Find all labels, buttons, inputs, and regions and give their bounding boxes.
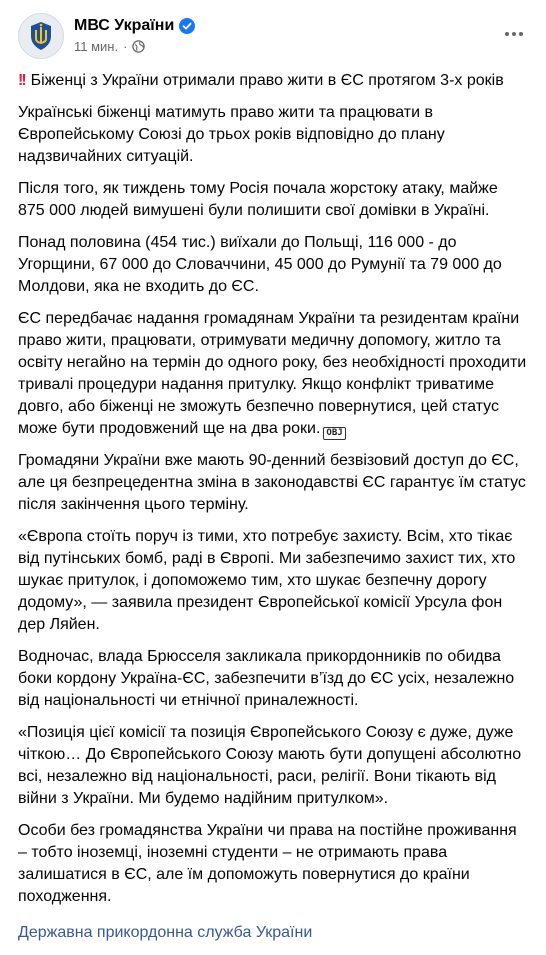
post-paragraph-7: Водночас, влада Брюсселя закликала прикордонників по обидва боки кордону Україна-ЄС, забезпечити в’їзд до ЄС усіх, незалежно від національності чи етнічної приналежності. xyxy=(18,648,515,709)
verified-badge-icon xyxy=(179,18,195,34)
post-meta xyxy=(74,39,195,54)
double-exclamation-icon: !! xyxy=(18,72,25,89)
post-paragraph-4-text: ЄС передбачає надання громадянам України та резидентам країни право жити, працювати, отримувати медичну допомогу, житло та освіту негайно на термін до одного року, без необхідності проходити тривалі процедури надання притулку. Якщо конфлікт триватиме довго, або біженці не зможуть безпечно повернутися, цей статус може бути продовжений ще на два роки. xyxy=(18,310,527,437)
post-paragraph-3: Понад половина (454 тис.) виїхали до Польщі, 116 000 - до Угорщини, 67 000 до Словаччини, 45 000 до Румунії та 79 000 до Молдови, яка не входить до ЄС. xyxy=(18,234,502,295)
post-body xyxy=(18,70,528,944)
obj-badge-icon: OBJ xyxy=(323,427,345,440)
more-options-icon[interactable] xyxy=(500,20,528,48)
post-header xyxy=(18,0,528,66)
page-name[interactable]: МВС України xyxy=(74,17,175,34)
post-paragraph-9: Особи без громадянства України чи права на постійне проживання – тобто іноземці, іноземні студенти – не отримають права залишатися в ЄС, але їм допоможуть повернутися до країни походження. xyxy=(18,822,517,905)
post-paragraph-6: «Європа стоїть поруч із тими, хто потребує захисту. Всім, хто тікає від путінських бомб, раді в Європі. Ми забезпечимо захист тих, хто шукає притулок, і допоможемо тим, хто шукає безпечну дорогу додому», — заявила президент Європейської комісії Урсула фон дер Ляйен. xyxy=(18,528,516,633)
post-header-text xyxy=(74,13,195,54)
post-title-paragraph xyxy=(18,70,528,92)
post-paragraph-8: «Позиція цієї комісії та позиція Європейського Союзу є дуже, дуже чіткою… До Європейського Союзу мають бути допущені абсолютно всі, незалежно від національності, раси, релігії. Вони тікають від війни з України. Ми будемо надійним притулком». xyxy=(18,724,522,807)
post-paragraph-2: Після того, як тиждень тому Росія почала жорстоку атаку, майже 875 000 людей вимушені були полишити свої домівки в Україні. xyxy=(18,180,498,219)
post-paragraph-1: Українські біженці матимуть право жити та працювати в Європейському Союзі до трьох років відповідно до плану надзвичайних ситуацій. xyxy=(18,104,445,165)
page-name-row xyxy=(74,16,195,36)
trident-emblem-icon xyxy=(24,19,58,53)
meta-separator: · xyxy=(123,39,128,54)
post-paragraph-5: Громадяни України вже мають 90-денний безвізовий доступ до ЄС, але ця безпрецедентна зміна в законодавстві ЄС гарантує їм статус після закінчення цього терміну. xyxy=(18,452,526,513)
page-avatar[interactable] xyxy=(18,13,64,59)
source-link[interactable]: Державна прикордонна служба України xyxy=(18,924,313,941)
post-paragraph-4 xyxy=(18,308,528,440)
post-timestamp[interactable]: 11 мин. xyxy=(74,39,119,54)
post-title-text: Біженці з України отримали право жити в ЄС протягом 3-х років xyxy=(30,72,504,89)
globe-icon[interactable] xyxy=(132,40,145,53)
